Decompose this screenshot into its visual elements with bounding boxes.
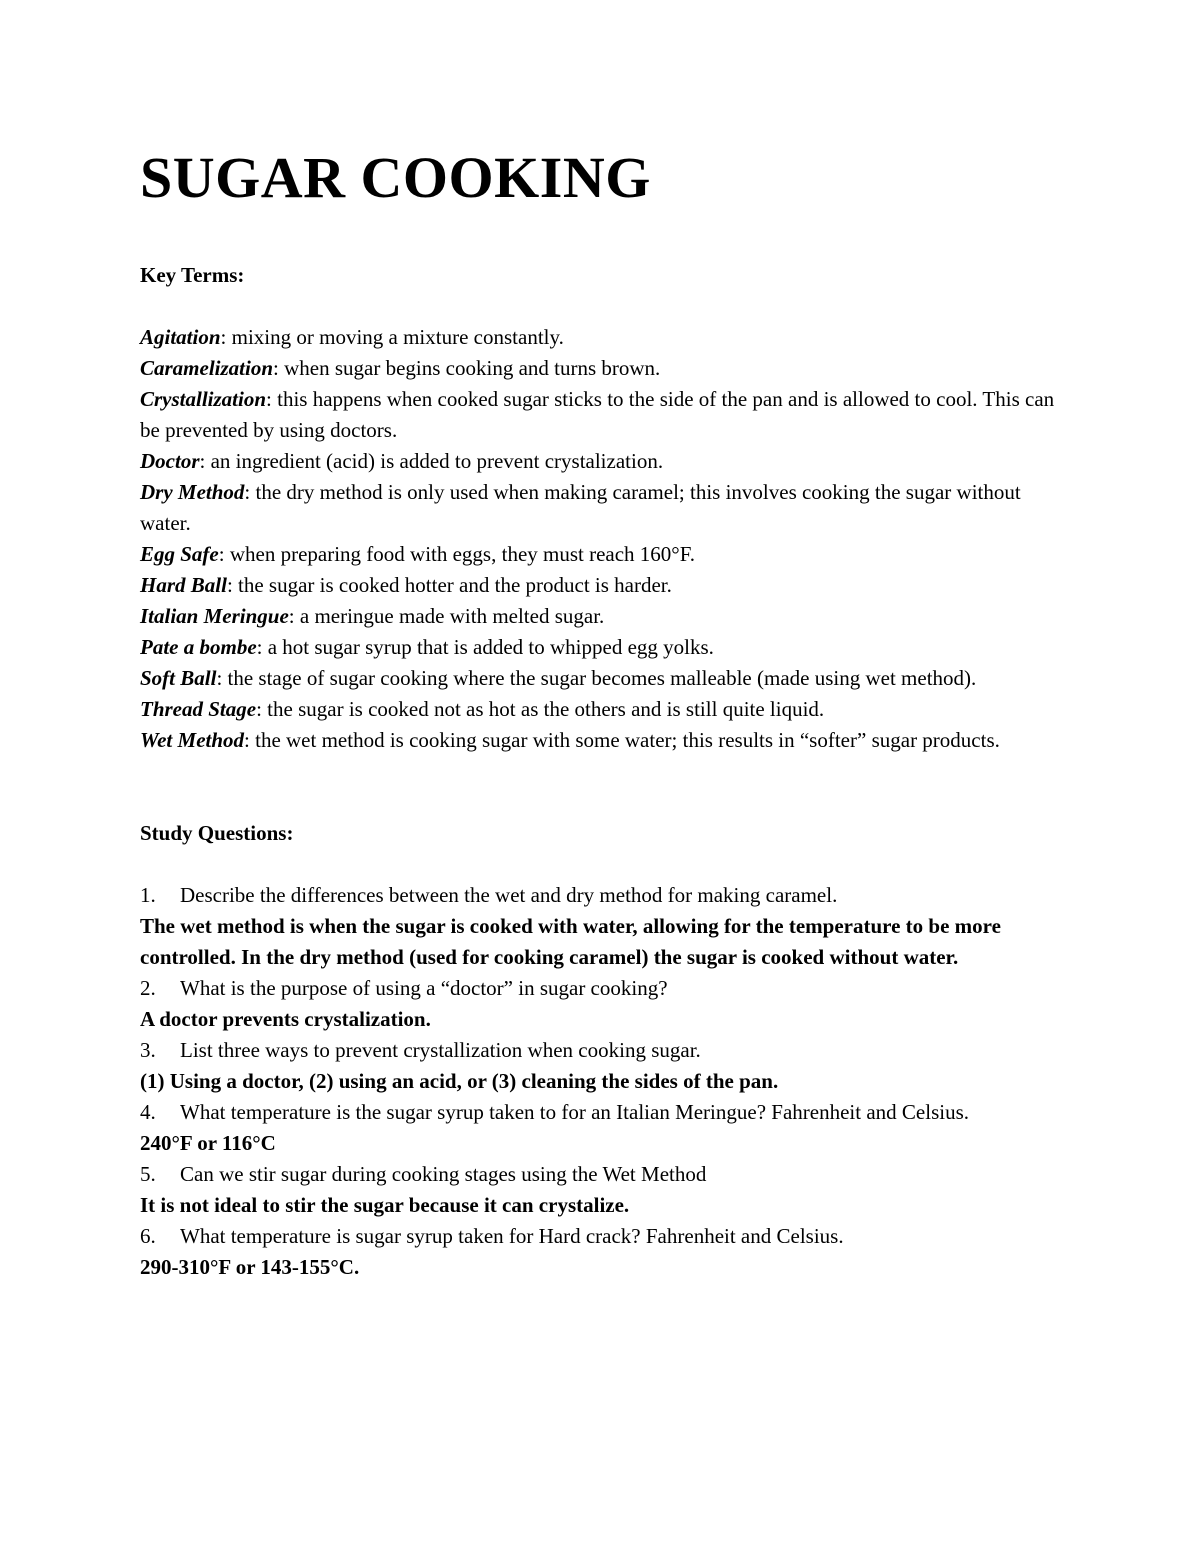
study-question <box>140 1097 1060 1128</box>
key-term-definition: : when preparing food with eggs, they must reach 160°F. <box>218 542 695 566</box>
key-term-name: Agitation <box>140 325 221 349</box>
key-term-definition: : the stage of sugar cooking where the sugar becomes malleable (made using wet method). <box>216 666 977 690</box>
key-term-definition: : an ingredient (acid) is added to prevent crystalization. <box>199 449 664 473</box>
question-number: 6. <box>140 1224 156 1248</box>
key-term-item <box>140 539 1060 570</box>
key-term-name: Egg Safe <box>140 542 219 566</box>
key-term-item <box>140 725 1060 756</box>
study-question <box>140 880 1060 911</box>
key-term-name: Italian Meringue <box>140 604 289 628</box>
study-question <box>140 1221 1060 1252</box>
question-answer: 240°F or 116°C <box>140 1131 276 1155</box>
key-term-name: Dry Method <box>140 480 245 504</box>
key-term-definition: : this happens when cooked sugar sticks to the side of the pan and is allowed to cool. This can be prevented by using doctors. <box>140 387 1055 442</box>
key-term-item <box>140 384 1060 446</box>
question-answer: It is not ideal to stir the sugar because it can crystalize. <box>140 1193 630 1217</box>
question-text: What temperature is the sugar syrup taken to for an Italian Meringue? Fahrenheit and Celsius. <box>180 1100 969 1124</box>
study-question <box>140 1159 1060 1190</box>
key-term-item <box>140 446 1060 477</box>
key-term-item <box>140 322 1060 353</box>
key-term-item <box>140 477 1060 539</box>
key-term-item <box>140 663 1060 694</box>
key-term-definition: : the wet method is cooking sugar with some water; this results in “softer” sugar products. <box>244 728 1000 752</box>
key-term-item <box>140 601 1060 632</box>
question-number: 4. <box>140 1100 156 1124</box>
key-term-definition: : mixing or moving a mixture constantly. <box>220 325 564 349</box>
document-title: SUGAR COOKING <box>140 145 651 210</box>
question-number: 3. <box>140 1038 156 1062</box>
key-term-name: Thread Stage <box>140 697 257 721</box>
question-text: What temperature is sugar syrup taken for Hard crack? Fahrenheit and Celsius. <box>180 1224 844 1248</box>
key-term-item <box>140 570 1060 601</box>
study-questions-list <box>140 880 1060 1283</box>
key-terms-heading: Key Terms: <box>140 263 245 287</box>
question-answer: The wet method is when the sugar is cooked with water, allowing for the temperature to be more controlled. In the dry method (used for cooking caramel) the sugar is cooked without water. <box>140 914 1001 969</box>
key-term-name: Hard Ball <box>140 573 227 597</box>
key-term-name: Caramelization <box>140 356 274 380</box>
study-questions-heading: Study Questions: <box>140 821 294 845</box>
key-term-name: Wet Method <box>140 728 245 752</box>
question-answer: (1) Using a doctor, (2) using an acid, or (3) cleaning the sides of the pan. <box>140 1069 779 1093</box>
document-page <box>140 140 1060 1283</box>
question-number: 5. <box>140 1162 156 1186</box>
key-term-item <box>140 694 1060 725</box>
key-term-definition: : the sugar is cooked not as hot as the others and is still quite liquid. <box>256 697 825 721</box>
question-number: 2. <box>140 976 156 1000</box>
question-number: 1. <box>140 883 156 907</box>
key-term-item <box>140 632 1060 663</box>
study-question <box>140 973 1060 1004</box>
key-term-definition: : the sugar is cooked hotter and the product is harder. <box>226 573 672 597</box>
question-text: Describe the differences between the wet and dry method for making caramel. <box>180 883 838 907</box>
key-term-definition: : a meringue made with melted sugar. <box>288 604 605 628</box>
key-term-definition: : a hot sugar syrup that is added to whipped egg yolks. <box>256 635 714 659</box>
study-question <box>140 1035 1060 1066</box>
question-text: List three ways to prevent crystallization when cooking sugar. <box>180 1038 701 1062</box>
key-term-item <box>140 353 1060 384</box>
question-text: Can we stir sugar during cooking stages using the Wet Method <box>180 1162 707 1186</box>
key-term-definition: : the dry method is only used when making caramel; this involves cooking the sugar without water. <box>140 480 1021 535</box>
question-answer: A doctor prevents crystalization. <box>140 1007 431 1031</box>
key-term-name: Soft Ball <box>140 666 217 690</box>
question-answer: 290-310°F or 143-155°C. <box>140 1255 360 1279</box>
key-terms-list <box>140 322 1060 756</box>
key-term-name: Doctor <box>140 449 200 473</box>
key-term-name: Pate a bombe <box>140 635 257 659</box>
key-term-definition: : when sugar begins cooking and turns brown. <box>273 356 661 380</box>
key-term-name: Crystallization <box>140 387 267 411</box>
question-text: What is the purpose of using a “doctor” in sugar cooking? <box>180 976 668 1000</box>
